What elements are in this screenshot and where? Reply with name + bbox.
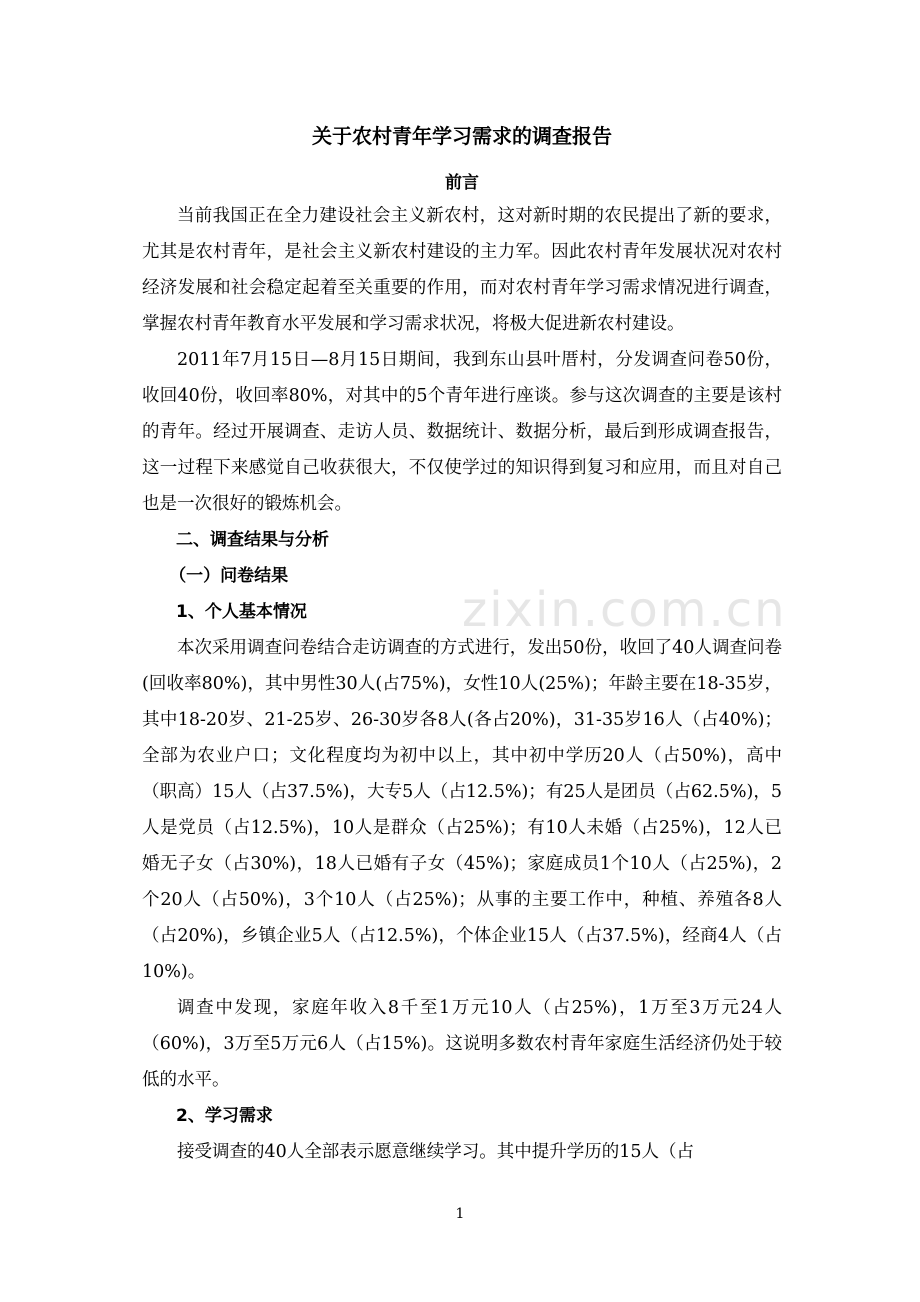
paragraph-intro: 当前我国正在全力建设社会主义新农村，这对新时期的农民提出了新的要求，尤其是农村青年，是社会主义新农村建设的主力军。因此农村青年发展状况对农村经济发展和社会稳定起着至关重要的作用，而对农村青年学习需求情况进行调查，掌握农村青年教育水平发展和学习需求状况，将极大促进新农村建设。 (142, 206, 782, 334)
page-number: 1 (455, 1206, 465, 1222)
item-heading-basic-info: 1、个人基本情况 (176, 602, 307, 622)
subsection-heading-questionnaire: （一）问卷结果 (169, 566, 289, 586)
paragraph-income: 调查中发现，家庭年收入8千至1万元10人（占25%)，1万至3万元24人（60%)，3万至5万元6人（占15%)。这说明多数农村青年家庭生活经济仍处于较低的水平。 (142, 998, 782, 1090)
document-title: 关于农村青年学习需求的调查报告 (312, 124, 612, 148)
preface-heading: 前言 (445, 173, 479, 193)
paragraph-basic-info: 本次采用调查问卷结合走访调查的方式进行，发出50份，收回了40人调查问卷(回收率80%)，其中男性30人(占75%)，女性10人(25%)；年龄主要在18-35岁，其中18-20岁、21-25岁、26-30岁各8人(各占20%)，31-35岁16人（占40%)；全部为农业户口；文化程度均为初中以上，其中初中学历20人（占50%)，高中（职高）15人（占37.5%)，大专5人（占12.5%)；有25人是团员（占62.5%)，5人是党员（占12.5%)，10人是群众（占25%)；有10人未婚（占25%)，12人已婚无子女（占30%)，18人已婚有子女（45%)；家庭成员1个10人（占25%)，2个20人（占50%)，3个10人（占25%)；从事的主要工作中，种植、养殖各8人（占20%)，乡镇企业5人（占12.5%)，个体企业15人（占37.5%)，经商4人（占10%)。 (142, 638, 782, 982)
section-heading-results: 二、调查结果与分析 (176, 530, 329, 550)
document-body (142, 118, 782, 1170)
watermark: zixin.com.cn (462, 582, 787, 638)
paragraph-survey-process: 2011年7月15日—8月15日期间，我到东山县叶厝村，分发调查问卷50份，收回40份，收回率80%，对其中的5个青年进行座谈。参与这次调查的主要是该村的青年。经过开展调查、走访人员、数据统计、数据分析，最后到形成调查报告，这一过程下来感觉自己收获很大，不仅使学过的知识得到复习和应用，而且对自己也是一次很好的锻炼机会。 (142, 350, 782, 514)
paragraph-learning-needs: 接受调查的40人全部表示愿意继续学习。其中提升学历的15人（占 (177, 1142, 695, 1162)
item-heading-learning-needs: 2、学习需求 (176, 1106, 273, 1126)
